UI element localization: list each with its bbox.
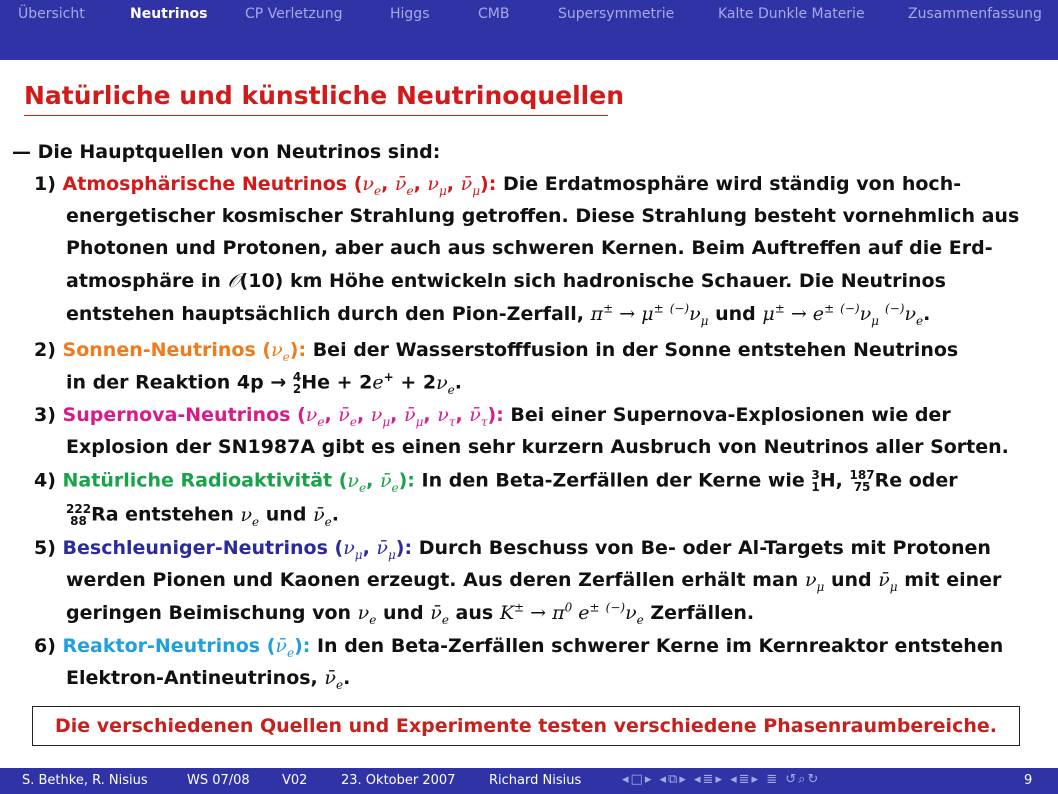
nav-item-cp-verletzung[interactable]: CP Verletzung (245, 6, 343, 22)
source-6-text-2: Elektron-Antineutrinos, (66, 667, 318, 689)
source-4-text-1: In den Beta-Zerfällen der Kerne wie (421, 469, 805, 492)
source-6-line-1 (34, 635, 1004, 660)
source-1-text-5a: entstehen hauptsächlich durch den Pion-Zerfall, (66, 303, 585, 325)
source-6-name: Reaktor-Neutrinos $(\nū_e)$: (62, 635, 311, 660)
prev-section-icon[interactable]: ◂ (730, 772, 739, 787)
source-5-text-3b: und (382, 602, 424, 624)
source-2-number: 2) (34, 339, 56, 361)
source-5-text-1: Durch Beschuss von Be- oder Al-Targets mit Protonen (418, 537, 991, 559)
source-4-line-2: 222 88 Ra entstehen $\nu_e$ und $\nū_e$. (66, 502, 339, 529)
intro-line: — Die Hauptquellen von Neutrinos sind: (12, 141, 441, 163)
source-5-line-3: geringen Beimischung von $\nu_e$ und $\nū_e$ aus $K^\pm \to \pi^0$ e± $^{(-)}\nu_e$ Zerfällen. (66, 600, 755, 627)
nav-item-kalte-dunkle-materie[interactable]: Kalte Dunkle Materie (718, 6, 865, 22)
footer-authors: S. Bethke, R. Nisius (22, 773, 148, 788)
source-3-line-1 (34, 404, 951, 429)
slide-navigation-controls (622, 772, 820, 787)
footer-bar (0, 768, 1058, 794)
source-2-text-1: Bei der Wasserstofffusion in der Sonne entstehen Neutrinos (312, 339, 959, 361)
subsection-icon[interactable]: ≣ (702, 772, 716, 787)
footer-speaker: Richard Nisius (489, 773, 582, 788)
next-frame-icon[interactable]: ▸ (679, 772, 688, 787)
next-subsection-icon[interactable]: ▸ (715, 772, 724, 787)
source-4-text-1b: oder (908, 469, 958, 492)
section-icon[interactable]: ≣ (738, 772, 752, 787)
source-1-number: 1) (34, 173, 56, 195)
title-underline (24, 115, 608, 116)
next-section-icon[interactable]: ▸ (751, 772, 761, 787)
nav-item-zusammenfassung[interactable]: Zusammenfassung (908, 6, 1042, 22)
summary-box: Die verschiedenen Quellen und Experimente testen verschiedene Phasenraumbereiche. (32, 706, 1020, 746)
source-1-line-4: atmosphäre in 𝒪(10) km Höhe entwickeln sich hadronische Schauer. Die Neutrinos (66, 270, 946, 292)
footer-version: V02 (282, 773, 308, 788)
source-4-text-2b: und (265, 503, 307, 526)
slide-icon[interactable]: □ (630, 772, 645, 787)
nav-item-uebersicht[interactable]: Übersicht (18, 6, 85, 22)
source-2-line-2: in der Reaktion 4p → 4 $2He + 2e^+ + 2\nu_e$. (66, 370, 462, 397)
footer-date: 23. Oktober 2007 (341, 773, 456, 788)
source-4-text-2: entstehen (125, 503, 234, 526)
source-1-line-1 (34, 173, 962, 198)
toc-icon[interactable]: ≣ (766, 772, 780, 787)
source-1-text-1: Die Erdatmosphäre wird ständig von hoch- (502, 173, 962, 195)
source-5-line-2: werden Pionen und Kaonen erzeugt. Aus deren Zerfällen erhält man $\nu_\mu$ und $\nū_\mu$ mit einer (66, 569, 1002, 594)
source-3-name: Supernova-Neutrinos ($\nu_e$, $\nū_e$, $\nu_\mu$, $\nū_\mu$, $\nu_\tau$, $\nū_\tau$): (62, 404, 504, 429)
source-1-line-3: Photonen und Protonen, aber auch aus schweren Kernen. Beim Auftreffen auf die Erd- (66, 237, 993, 259)
source-4-name: Natürliche Radioaktivität ($\nu_e$, $\nū_e$): (62, 469, 415, 495)
source-5-text-2b: und (830, 569, 872, 591)
source-5-number: 5) (34, 537, 56, 559)
source-5-text-3c: aus (455, 602, 494, 624)
nav-item-supersymmetrie[interactable]: Supersymmetrie (558, 6, 675, 22)
source-5-text-2c: mit einer (904, 569, 1002, 591)
forward-icon[interactable]: ↻ (807, 772, 821, 787)
source-5-text-2a: werden Pionen und Kaonen erzeugt. Aus deren Zerfällen erhält man (66, 569, 799, 591)
source-1-line-5: entstehen hauptsächlich durch den Pion-Zerfall, π± → μ± $^{(-)}\nu_\mu$ und μ± → e± $^{(-)}\nu_\mu$ $^{(-)}\nu_e$. (66, 301, 931, 328)
top-navigation-bar (0, 0, 1058, 60)
source-2-name: Sonnen-Neutrinos $(\nu_e)$: (62, 339, 307, 364)
source-1-text-4b: (10) km Höhe entwickeln sich hadronische Schauer. Die Neutrinos (239, 270, 946, 292)
source-3-number: 3) (34, 404, 56, 426)
source-1-line-2: energetischer kosmischer Strahlung getroffen. Diese Strahlung besteht vornehmlich aus (66, 205, 1020, 227)
source-6-number: 6) (34, 635, 56, 657)
source-3-line-2: Explosion der SN1987A gibt es einen sehr kurzern Ausbruch von Neutrinos aller Sorten. (66, 436, 1009, 458)
source-2-text-2: in der Reaktion 4p (66, 371, 264, 394)
source-2-line-1 (34, 339, 959, 364)
page-title: Natürliche und künstliche Neutrinoquellen (24, 81, 624, 110)
source-6-line-2: Elektron-Antineutrinos, $\nū_e$. (66, 667, 351, 692)
prev-slide-icon[interactable]: ◂ (622, 772, 631, 787)
source-1-text-5b: und (715, 303, 756, 325)
source-1-name: Atmosphärische Neutrinos ($\nu_e$, $\nū_e$, $\nu_\mu$, $\nū_\mu$): (62, 173, 497, 198)
nav-item-cmb[interactable]: CMB (478, 6, 510, 22)
search-icon[interactable]: ⌕ (798, 772, 808, 787)
prev-frame-icon[interactable]: ◂ (659, 772, 669, 787)
source-4-line-1: 4) Natürliche Radioaktivität ($\nu_e$, $\nū_e$): In den Beta-Zerfällen der Kerne wie 3 1H, 187 75 Re oder (34, 468, 958, 495)
footer-page-number: 9 (1024, 773, 1033, 788)
source-3-text-1: Bei einer Supernova-Explosionen wie der (510, 404, 951, 426)
nav-item-neutrinos[interactable]: Neutrinos (130, 6, 208, 22)
footer-semester: WS 07/08 (187, 773, 250, 788)
next-slide-icon[interactable]: ▸ (644, 772, 654, 787)
source-1-text-4a: atmosphäre in (66, 270, 221, 292)
nav-item-higgs[interactable]: Higgs (390, 6, 430, 22)
source-4-number: 4) (34, 469, 56, 492)
back-icon[interactable]: ↺ (785, 772, 799, 787)
source-5-name: Beschleuniger-Neutrinos ($\nu_\mu$, $\nū_\mu$): (62, 537, 413, 562)
prev-subsection-icon[interactable]: ◂ (694, 772, 703, 787)
source-5-text-3a: geringen Beimischung von (66, 602, 352, 624)
source-6-text-1: In den Beta-Zerfällen schwerer Kerne im Kernreaktor entstehen (316, 635, 1004, 657)
source-5-text-3d: Zerfällen. (650, 602, 755, 624)
frame-icon[interactable]: ⧉ (668, 772, 680, 787)
source-5-line-1 (34, 537, 991, 562)
